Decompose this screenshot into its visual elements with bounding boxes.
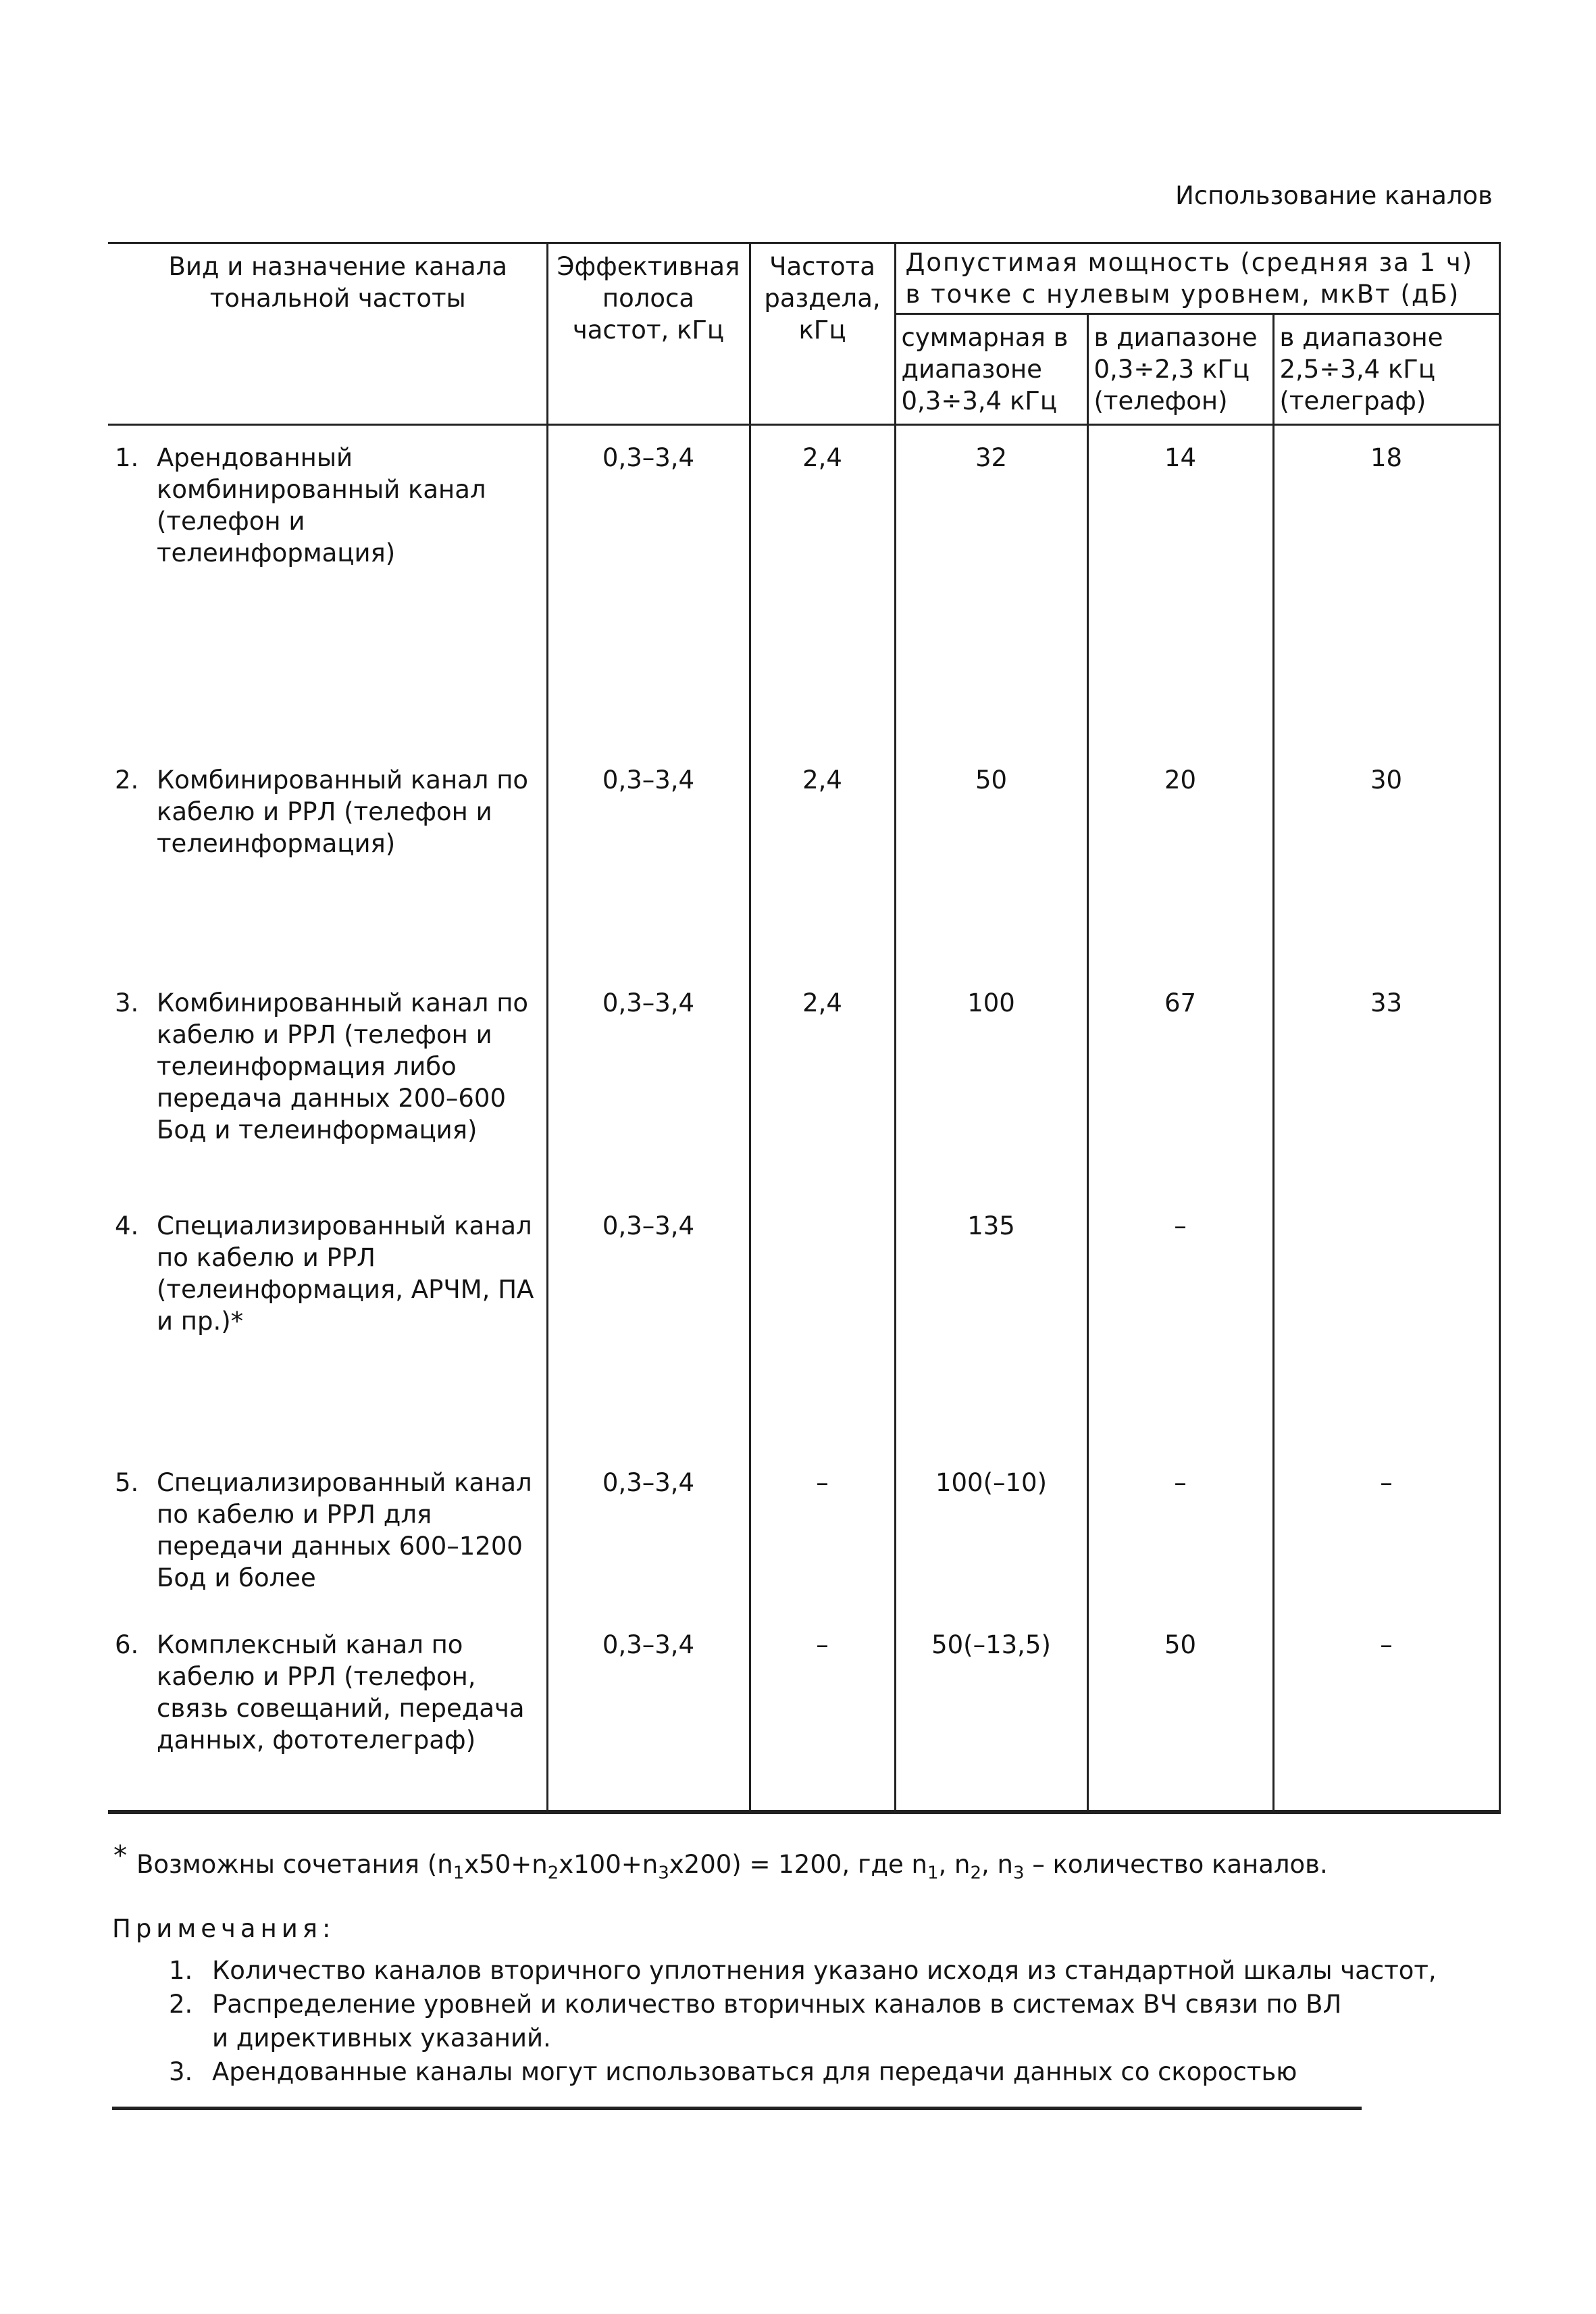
- footnote-sub: 2: [970, 1863, 982, 1884]
- cell-name: [108, 1451, 547, 1613]
- cell-band: 0,3–3,4: [547, 425, 750, 748]
- cell-telegraph: 30: [1273, 748, 1499, 971]
- cell-split: [750, 1194, 895, 1451]
- note-number: 1.: [169, 1956, 193, 1985]
- footnote-text-b: x50+n: [464, 1850, 548, 1879]
- row-name-text: Специализированный канал по кабелю и РРЛ (телеинформация, АРЧМ, ПА и пр.)*: [157, 1211, 534, 1336]
- note-text: Арендованные каналы могут использоваться для передачи данных со скоростью: [212, 2057, 1297, 2086]
- channels-table: [108, 242, 1501, 1814]
- col-header-telegraph: в диапазоне 2,5÷3,4 кГц (телеграф): [1273, 314, 1499, 425]
- table-row: [108, 1613, 1499, 1812]
- footnote-text-f: , n: [981, 1850, 1014, 1879]
- cell-split: –: [750, 1613, 895, 1812]
- cell-total: 135: [895, 1194, 1087, 1451]
- cell-name: [108, 1613, 547, 1812]
- note-item: [169, 2021, 1520, 2055]
- cell-total: 50(–13,5): [895, 1613, 1087, 1812]
- col-header-total: суммарная в диапазоне 0,3÷3,4 кГц: [895, 314, 1087, 425]
- row-number: 1.: [115, 443, 139, 472]
- cell-split: 2,4: [750, 748, 895, 971]
- bottom-rule: [112, 2107, 1362, 2110]
- footnote-sub: 1: [453, 1863, 465, 1884]
- row-number: 5.: [115, 1467, 139, 1497]
- cell-telegraph: –: [1273, 1451, 1499, 1613]
- footnote-sub: 2: [547, 1863, 559, 1884]
- cell-split: 2,4: [750, 971, 895, 1194]
- col-header-band: Эффективная полоса частот, кГц: [547, 243, 750, 425]
- row-number: 6.: [115, 1630, 139, 1659]
- cell-split: 2,4: [750, 425, 895, 748]
- cell-phone: 50: [1087, 1613, 1273, 1812]
- row-number: 4.: [115, 1211, 139, 1240]
- table-row: [108, 1451, 1499, 1613]
- cell-total: 50: [895, 748, 1087, 971]
- footnote-sub: 3: [1013, 1863, 1025, 1884]
- cell-phone: –: [1087, 1194, 1273, 1451]
- row-name-text: Комбинированный канал по кабелю и РРЛ (телефон и телеинформация): [157, 765, 529, 858]
- cell-telegraph: [1273, 1194, 1499, 1451]
- footnote: [113, 1840, 1505, 1884]
- note-number: [169, 2021, 212, 2055]
- cell-phone: 14: [1087, 425, 1273, 748]
- row-name-text: Комбинированный канал по кабелю и РРЛ (телефон и телеинформация либо передача данных 200–600 Бод и телеинформация): [157, 988, 529, 1145]
- table-row: [108, 971, 1499, 1194]
- table-row: [108, 425, 1499, 748]
- note-number: 2.: [169, 1990, 193, 2019]
- table-row: [108, 748, 1499, 971]
- cell-telegraph: 33: [1273, 971, 1499, 1194]
- cell-total: 100: [895, 971, 1087, 1194]
- footnote-text-g: – количество каналов.: [1024, 1850, 1328, 1879]
- row-number: 3.: [115, 988, 139, 1017]
- cell-band: 0,3–3,4: [547, 748, 750, 971]
- table-row: [108, 1194, 1499, 1451]
- cell-band: 0,3–3,4: [547, 971, 750, 1194]
- note-text: и директивных указаний.: [212, 2023, 551, 2053]
- row-number: 2.: [115, 765, 139, 795]
- note-item: [169, 1988, 1520, 2021]
- cell-telegraph: –: [1273, 1613, 1499, 1812]
- cell-name: [108, 971, 547, 1194]
- notes-title: Примечания:: [112, 1914, 336, 1943]
- note-item: [169, 2055, 1520, 2089]
- page-header-title: Использование каналов: [1175, 181, 1493, 210]
- cell-band: 0,3–3,4: [547, 1194, 750, 1451]
- row-name-text: Специализированный канал по кабелю и РРЛ для передачи данных 600–1200 Бод и более: [157, 1467, 532, 1592]
- cell-total: 32: [895, 425, 1087, 748]
- notes-list: [169, 1954, 1520, 2089]
- row-name-text: Комплексный канал по кабелю и РРЛ (телефон, связь совещаний, передача данных, фототелеграф): [157, 1630, 525, 1755]
- cell-phone: 20: [1087, 748, 1273, 971]
- note-text: Количество каналов вторичного уплотнения указано исходя из стандартной шкалы частот,: [212, 1956, 1437, 1985]
- cell-band: 0,3–3,4: [547, 1613, 750, 1812]
- cell-name: [108, 1194, 547, 1451]
- table-header-row: [108, 243, 1499, 314]
- cell-telegraph: 18: [1273, 425, 1499, 748]
- footnote-text-d: x200) = 1200, где n: [669, 1850, 927, 1879]
- note-item: [169, 1954, 1520, 1988]
- cell-name: [108, 425, 547, 748]
- cell-band: 0,3–3,4: [547, 1451, 750, 1613]
- cell-split: –: [750, 1451, 895, 1613]
- row-name-text: Арендованный комбинированный канал (телефон и телеинформация): [157, 443, 486, 568]
- footnote-mark: *: [113, 1840, 127, 1871]
- footnote-text-c: x100+n: [559, 1850, 659, 1879]
- cell-phone: –: [1087, 1451, 1273, 1613]
- note-text: Распределение уровней и количество вторичных каналов в системах ВЧ связи по ВЛ: [212, 1990, 1342, 2019]
- col-header-power-group: Допустимая мощность (средняя за 1 ч) в точке с нулевым уровнем, мкВт (дБ): [895, 243, 1499, 314]
- footnote-sub: 3: [658, 1863, 669, 1884]
- col-header-type: Вид и назначение канала тональной частоты: [108, 243, 547, 425]
- col-header-split: Частота раздела, кГц: [750, 243, 895, 425]
- cell-total: 100(–10): [895, 1451, 1087, 1613]
- col-header-phone: в диапазоне 0,3÷2,3 кГц (телефон): [1087, 314, 1273, 425]
- footnote-text-a: Возможны сочетания (n: [136, 1850, 453, 1879]
- footnote-text-e: , n: [938, 1850, 971, 1879]
- footnote-sub: 1: [927, 1863, 939, 1884]
- cell-name: [108, 748, 547, 971]
- cell-phone: 67: [1087, 971, 1273, 1194]
- note-number: 3.: [169, 2057, 193, 2086]
